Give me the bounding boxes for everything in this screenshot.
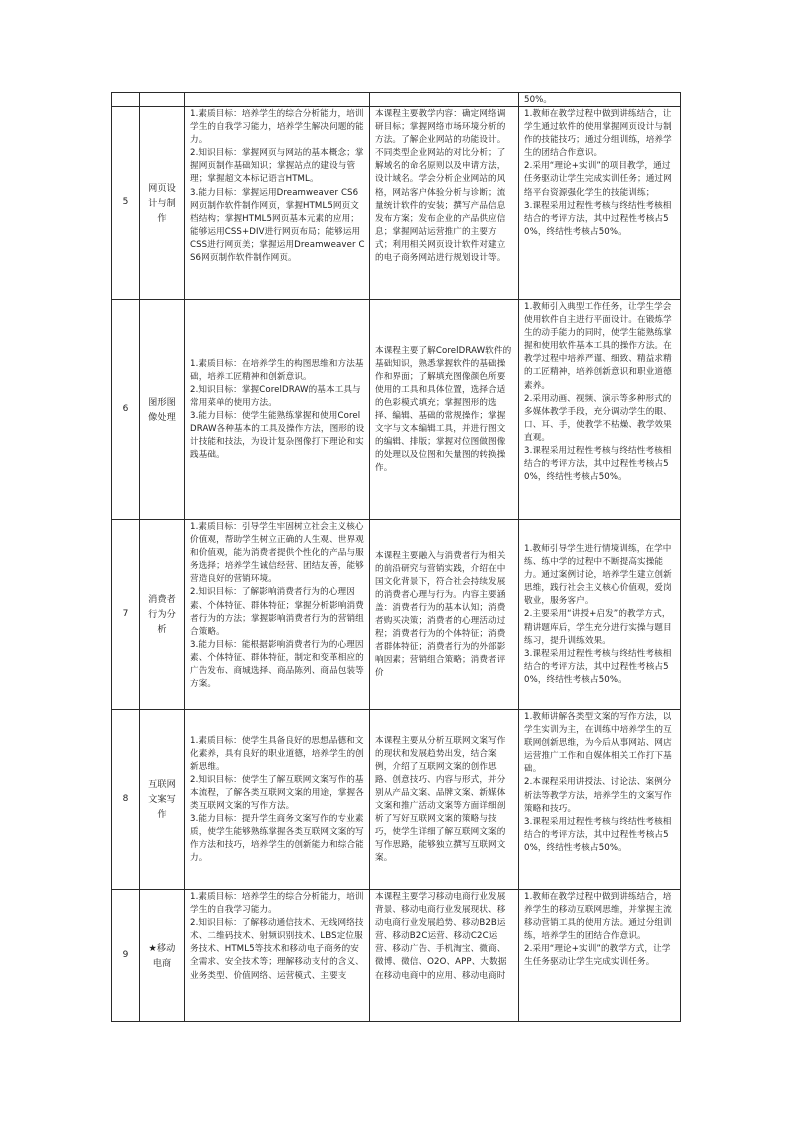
course-goals: 1.素质目标：在培养学生的构图思维和方法基础，培养工匠精神和创新意识。 2.知识目标：掌握CorelDRAW的基本工具与常用菜单的使用方法。 3.能力目标：使学生能熟练掌握和使用CorelDRAW各种基本的工具及操作方法，图形的设计技能和技法，为设计复杂图像打下理论和实践基础。 [185,300,370,520]
row-number [112,93,140,107]
course-name: 网页设 计与制 作 [140,107,185,300]
course-name: ★移动 电商 [140,890,185,1022]
course-name: 互联网 文案写 作 [140,710,185,890]
row-number: 7 [112,520,140,710]
course-content: 本课程主要从分析互联网文案写作的现状和发展趋势出发，结合案例，介绍了互联网文案的创作思路、创意技巧、内容与形式，并分别从产品文案、品牌文案、新媒体文案和推广活动文案等方面详细剖析了写好互联网文案的策略与技巧，使学生详细了解互联网文案的写作思路，能够独立撰写互联网文案。 [370,710,519,890]
row-number: 6 [112,300,140,520]
table-row [112,520,681,710]
course-goals: 1.素质目标：培养学生的综合分析能力，培训学生的自我学习能力，培养学生解决问题的能力。 2.知识目标：掌握网页与网站的基本概念；掌握网页制作基础知识；掌握站点的建设与管理；掌握超文本标记语言HTML。 3.能力目标：掌握运用Dreamweaver CS6网页制作软件制作网页，掌握HTML5网页文档结构；掌握HTML5网页基本元素的应用；能够运用CSS+DIV进行网页布局；能够运用CSS进行网页美；掌握运用Dreamweaver CS6网页制作软件制作网页。 [185,107,370,300]
course-content: 本课程主要了解CorelDRAW软件的基础知识，熟悉掌握软件的基础操作和界面；了解填充图像颜色所要使用的工具和具体位置，选择合适的色彩模式填充；掌握图形的选择、编辑、基础的常规操作；掌握文字与文本编辑工具，并进行图文的编辑、排版；掌握对位图做图像的处理以及位图和矢量图的转换操作。 [370,300,519,520]
course-goals: 1.素质目标：引导学生牢固树立社会主义核心价值观，帮助学生树立正确的人生观、世界观和价值观，能为消费者提供个性化的产品与服务选择；培养学生诚信经营、团结友善，能够营造良好的营销环境。 2.知识目标：了解影响消费者行为的心理因素、个体特征、群体特征；掌握分析影响消费者行为的方法；掌握影响消费者行为的营销组合策略。 3.能力目标：能根据影响消费者行为的心理因素、个体特征、群体特征，制定和变革相应的广告发布、商城选择、商品陈列、商品包装等方案。 [185,520,370,710]
course-name [140,93,185,107]
course-table [111,92,681,1022]
course-goals: 1.素质目标：培养学生的综合分析能力，培训学生的自我学习能力。 2.知识目标：了解移动通信技术、无线网络技术、二维码技术、射频识别技术、LBS定位服务技术、HTML5等技术和移动电子商务的安全需求、安全技术等；理解移动支付的含义、业务类型、价值网络、运营模式、主要支 [185,890,370,1022]
teaching-method: 1.教师讲解各类型文案的写作方法，以学生实训为主，在训练中培养学生的互联网创新思维，为今后从事网站、网店运营推广工作和自媒体相关工作打下基础。 2.本课程采用讲授法、讨论法、案例分析法等教学方法，培养学生的文案写作策略和技巧。 3.课程采用过程性考核与终结性考核相结合的考评方法，其中过程性考核占50%，终结性考核占50%。 [519,710,681,890]
course-content: 本课程主要学习移动电商行业发展背景、移动电商行业发展现状、移动电商行业发展趋势、移动B2B运营、移动B2C运营、移动C2C运营、移动广告、手机淘宝、微商、微博、微信、O2O、APP、大数据在移动电商中的应用、移动电商时 [370,890,519,1022]
row-number: 5 [112,107,140,300]
course-content: 本课程主要教学内容：确定网络调研目标；掌握网络市场环境分析的方法。了解企业网站的功能设计。不同类型企业网站的对比分析；了解域名的命名原则以及申请方法，设计域名。学会分析企业网站的风格，网站客户体验分析与诊断；流量统计软件的安装；撰写产品信息发布方案；发布企业的产品供应信息；掌握网站运营推广的主要方式；利用相关网页设计软件对建立的电子商务网站进行规划设计等。 [370,107,519,300]
table-row [112,710,681,890]
course-name: 消费者 行为分 析 [140,520,185,710]
teaching-method: 1.教师在教学过程中做到讲练结合，让学生通过软件的使用掌握网页设计与制作的技能技巧；通过分组训练，培养学生的团结合作意识。 2.采用“理论+实训”的项目教学，通过任务驱动让学生完成实训任务；通过网络平台资源强化学生的技能训练； 3.课程采用过程性考核与终结性考核相结合的考评方法，其中过程性考核占50%，终结性考核占50%。 [519,107,681,300]
teaching-method: 1.教师在教学过程中做到讲练结合，培养学生的移动互联网思维，并掌握主流移动营销工具的使用方法。通过分组训练，培养学生的团结合作意识。 2.采用“理论+实训”的教学方式，让学生任务驱动让学生完成实训任务。 [519,890,681,1022]
teaching-method: 1.教师引入典型工作任务，让学生学会使用软件自主进行平面设计。在锻炼学生的动手能力的同时，使学生能熟练掌握和使用软件基本工具的操作方法。在教学过程中培养严谨、细致、精益求精的工匠精神，培养创新意识和职业道德素养。 2.采用动画、视频、演示等多种形式的多媒体教学手段，充分调动学生的眼、口、耳、手，使教学不枯燥、教学效果直观。 3.课程采用过程性考核与终结性考核相结合的考评方法，其中过程性考核占50%，终结性考核占50%。 [519,300,681,520]
row-number: 9 [112,890,140,1022]
teaching-method: 1.教师引导学生进行情境训练，在学中练、练中学的过程中不断提高实操能力。通过案例讨论，培养学生建立创新思维，践行社会主义核心价值观，爱岗敬业，服务客户。 2.主要采用“讲授+启发”的教学方式，精讲题库后，学生充分进行实操与题目练习，提升训练效果。 3.课程采用过程性考核与终结性考核相结合的考评方法，其中过程性考核占50%，终结性考核占50%。 [519,520,681,710]
table-row [112,107,681,300]
course-content: 本课程主要融入与消费者行为相关的前沿研究与营销实践，介绍在中国文化背景下，符合社会持续发展的消费者心理与行为。内容主要涵盖：消费者行为的基本认知；消费者购买决策；消费者的心理活动过程；消费者行为的个体特征；消费者群体特征；消费者行为的外部影响因素；营销组合策略；消费者评价 [370,520,519,710]
row-number: 8 [112,710,140,890]
teaching-method: 50%。 [519,93,681,107]
course-name: 图形图 像处理 [140,300,185,520]
table-row [112,93,681,107]
course-goals: 1.素质目标：使学生具备良好的思想品德和文化素养，具有良好的职业道德，培养学生的创新思维。 2.知识目标：使学生了解互联网文案写作的基本流程，了解各类互联网文案的用途，掌握各类互联网文案的写作方法。 3.能力目标：提升学生商务文案写作的专业素质，使学生能够熟练掌握各类互联网文案的写作方法和技巧，培养学生的创新能力和综合能力。 [185,710,370,890]
course-goals [185,93,370,107]
table-row [112,890,681,1022]
table-row [112,300,681,520]
course-content [370,93,519,107]
